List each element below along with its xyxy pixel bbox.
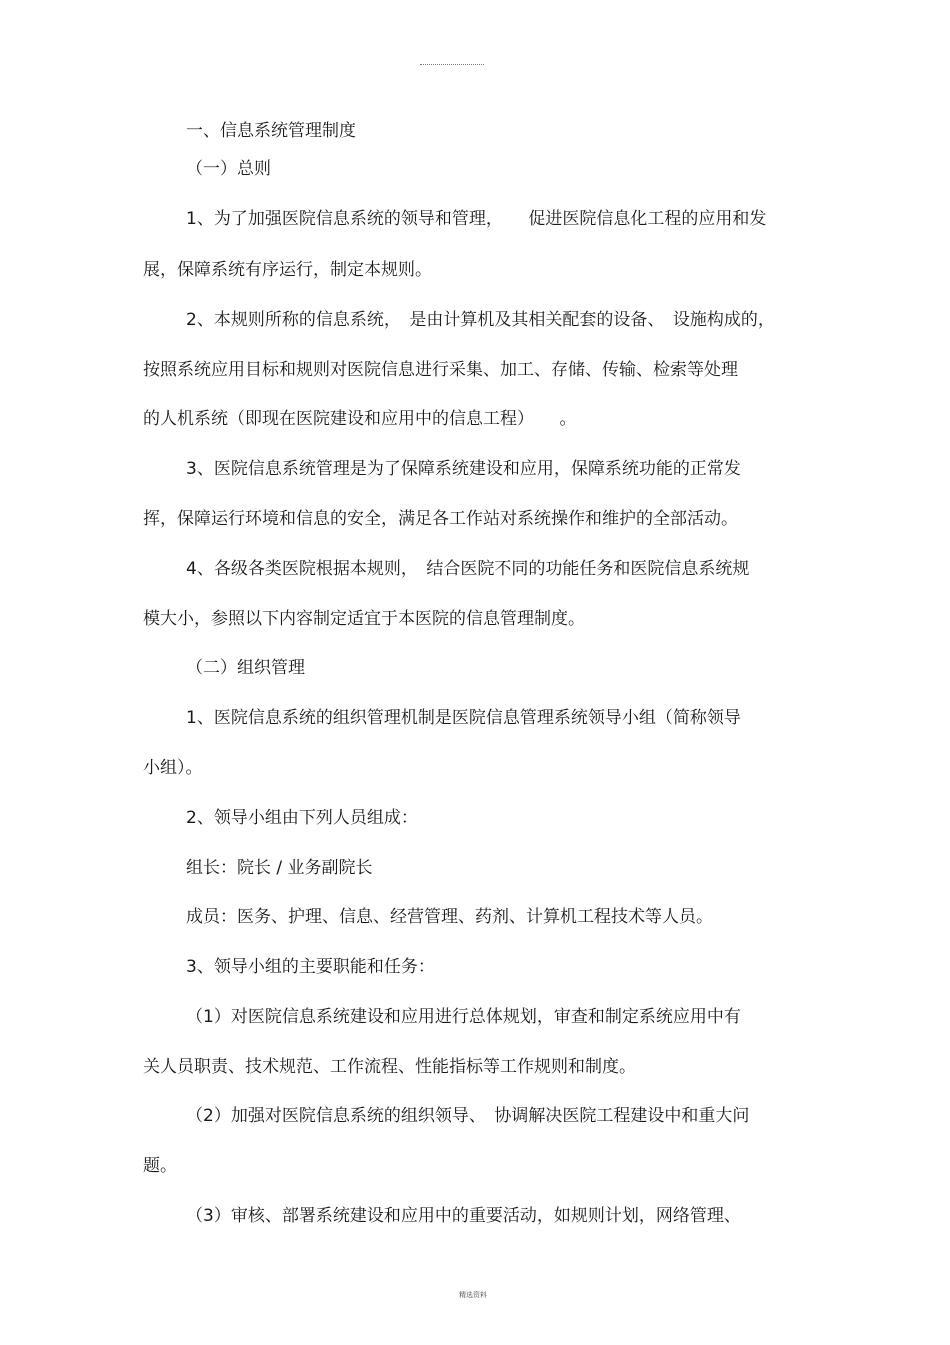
paragraph-line: 组长：院长 / 业务副院长 (186, 858, 373, 878)
paragraph-line: 展，保障系统有序运行，制定本规则。 (143, 260, 432, 280)
paragraph-line: 4、各级各类医院根据本规则， 结合医院不同的功能任务和医院信息系统规 (186, 559, 750, 579)
paragraph-line: 按照系统应用目标和规则对医院信息进行采集、加工、存储、传输、检索等处理 (143, 360, 738, 380)
paragraph-line: 的人机系统（即现在医院建设和应用中的信息工程） 。 (143, 409, 577, 429)
header-divider (420, 64, 484, 65)
paragraph-line: 题。 (143, 1156, 177, 1176)
paragraph-line: （1）对医院信息系统建设和应用进行总体规划，审查和制定系统应用中有 (186, 1007, 741, 1027)
paragraph-line: 2、领导小组由下列人员组成： (186, 808, 418, 828)
paragraph-line: 挥，保障运行环境和信息的安全，满足各工作站对系统操作和维护的全部活动。 (143, 509, 738, 529)
paragraph-line: 模大小，参照以下内容制定适宜于本医院的信息管理制度。 (143, 609, 585, 629)
subsection-heading: （一）总则 (186, 159, 271, 179)
section-heading: 一、信息系统管理制度 (186, 121, 356, 141)
subsection-heading: （二）组织管理 (186, 658, 305, 678)
paragraph-line: （3）审核、部署系统建设和应用中的重要活动，如规则计划，网络管理、 (186, 1206, 741, 1226)
paragraph-line: （2）加强对医院信息系统的组织领导、 协调解决医院工程建设中和重大问 (186, 1106, 750, 1126)
paragraph-line: 1、医院信息系统的组织管理机制是医院信息管理系统领导小组（简称领导 (186, 708, 741, 728)
paragraph-line: 2、本规则所称的信息系统， 是由计算机及其相关配套的设备、 设施构成的， (186, 310, 775, 330)
paragraph-line: 关人员职责、技术规范、工作流程、性能指标等工作规则和制度。 (143, 1057, 636, 1077)
paragraph-line: 1、为了加强医院信息系统的领导和管理， 促进医院信息化工程的应用和发 (186, 209, 767, 229)
paragraph-line: 小组）。 (143, 758, 203, 778)
paragraph-line: 成员：医务、护理、信息、经营管理、药剂、计算机工程技术等人员。 (186, 907, 713, 927)
paragraph-line: 3、领导小组的主要职能和任务： (186, 957, 435, 977)
paragraph-line: 3、医院信息系统管理是为了保障系统建设和应用，保障系统功能的正常发 (186, 459, 741, 479)
page-footer: 精选资料 (459, 1291, 487, 1299)
